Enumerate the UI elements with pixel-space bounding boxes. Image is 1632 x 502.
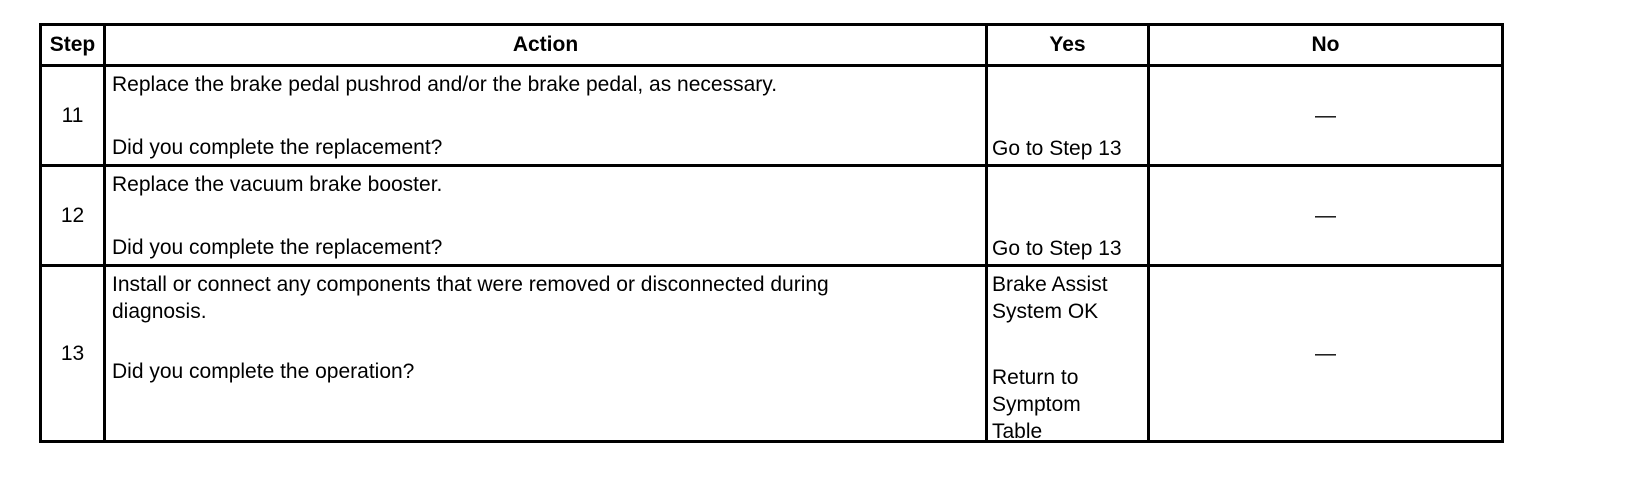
yes-alt-line3: Table — [992, 420, 1043, 443]
no-result: — — [1315, 341, 1336, 365]
no-cell — [1149, 266, 1503, 442]
yes-result: Go to Step 13 — [992, 137, 1122, 160]
no-cell — [1149, 166, 1503, 266]
yes-alt-result — [992, 364, 1081, 445]
step-number: 12 — [41, 166, 105, 266]
action-cell — [105, 266, 987, 442]
action-cell — [105, 66, 987, 166]
table-header-row — [41, 25, 1503, 66]
yes-cell — [987, 66, 1149, 166]
table-row — [41, 266, 1503, 442]
yes-result: Go to Step 13 — [992, 237, 1122, 260]
header-yes: Yes — [987, 25, 1149, 66]
table-row — [41, 166, 1503, 266]
step-number: 11 — [41, 66, 105, 166]
yes-result-line2: System OK — [992, 300, 1099, 323]
yes-result — [992, 271, 1108, 325]
table-row — [41, 66, 1503, 166]
action-instruction: Replace the vacuum brake booster. — [112, 173, 443, 196]
action-instruction-line2: diagnosis. — [112, 300, 207, 323]
diagnostic-table — [39, 23, 1504, 443]
header-step: Step — [41, 25, 105, 66]
header-no: No — [1149, 25, 1503, 66]
no-result: — — [1315, 203, 1336, 227]
step-number: 13 — [41, 266, 105, 442]
action-instruction-line1: Install or connect any components that were removed or disconnected during — [112, 273, 829, 296]
no-result: — — [1315, 103, 1336, 127]
action-cell — [105, 166, 987, 266]
header-action: Action — [105, 25, 987, 66]
yes-alt-line1: Return to — [992, 366, 1079, 389]
yes-cell — [987, 166, 1149, 266]
no-cell — [1149, 66, 1503, 166]
yes-alt-line2: Symptom — [992, 393, 1081, 416]
action-instruction: Replace the brake pedal pushrod and/or the brake pedal, as necessary. — [112, 73, 778, 96]
action-question: Did you complete the replacement? — [112, 236, 443, 259]
action-question: Did you complete the replacement? — [112, 136, 443, 159]
yes-result-line1: Brake Assist — [992, 273, 1108, 296]
yes-cell — [987, 266, 1149, 442]
action-question: Did you complete the operation? — [112, 360, 415, 383]
